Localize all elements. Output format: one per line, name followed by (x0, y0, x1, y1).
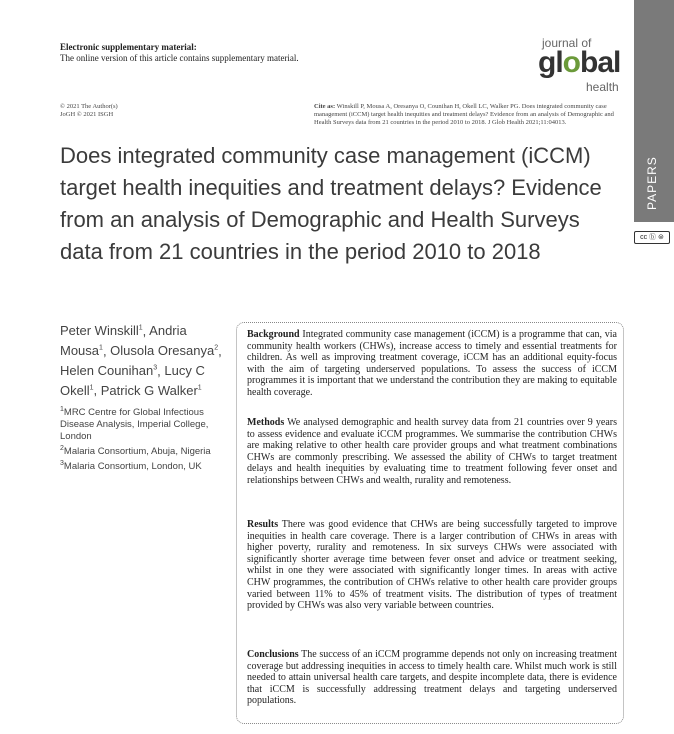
article-title: Does integrated community case management (iCCM) target health inequities and treatment delays? Evidence from an analysis of Demographic and Health Surveys data from 21 countries in the period 2010 to 2018 (60, 143, 602, 264)
author: Peter Winskill$^1$ (60, 323, 143, 339)
citation-text: Winskill P, Mousa A, Oresanya O, Counihan H, Okell LC, Walker PG. Does integrated community case management (iCCM) target health inequities and treatment delays? Evidence from an analysis of Demographic and Health Surveys data from 21 countries in the period 2010 to 2018. J Glob Health 2021;11:04013. (314, 103, 614, 126)
logo-line-health: health (586, 80, 619, 94)
license-badge[interactable]: cc ⓑ ⊜ (634, 231, 670, 244)
abstract-methods: Methods We analysed demographic and health survey data from 21 countries over 9 years to assess evidence and evaluate iCCM programmes. We summarise the contribution CHWs are making relative to other health care provider groups and what treatment combinations CHWs are commonly prescribing. We assessed the ability of CHWs to target treatment delays and health inequities by evaluating time to treatment following fever onset and relationships between CHWs and wealth, rurality and remoteness. (247, 417, 617, 486)
author: Helen Counihan$^3$ (60, 362, 158, 378)
supplementary-text: The online version of this article contains supplementary material. (60, 53, 299, 63)
citation-label: Cite as: (314, 103, 336, 110)
section-tab (634, 0, 674, 222)
journal-logo (538, 36, 628, 92)
copyright-line-2: JoGH © 2021 ISGH (60, 111, 114, 118)
supplementary-label: Electronic supplementary material: (60, 42, 197, 52)
author: Olusola Oresanya$^2$ (110, 343, 219, 359)
author: Patrick G Walker$^1$ (100, 382, 202, 398)
section-tab-label: PAPERS (645, 156, 659, 210)
supplementary-note (60, 42, 299, 64)
abstract-results: Results There was good evidence that CHWs are being successfully targeted to improve inequities in health care coverage. There is a larger contribution of CHWs in areas with higher poverty, rurality and remoteness. In six surveys CHWs were associated with significantly shorter average time between fever onset and advice or treatment seeking, whilst in one they were associated with significantly longer times. In areas with active CHW programmes, the contribution of CHWs relative to other health care provider groups varied between 11% to 45% of treatment visits. The distribution of types of treatment provided by CHWs was also very variable between countries. (247, 519, 617, 612)
author: Lucy C Okell$^1$ (60, 362, 205, 398)
abstract-box (236, 322, 624, 724)
logo-line-journal-of: journal of (542, 36, 592, 50)
affiliation: $^3$Malaria Consortium, London, UK (60, 460, 202, 473)
affiliation-list (60, 404, 232, 473)
abstract-background: Background Integrated community case management (iCCM) is a programme that can, via community health workers (CHWs), increase access to timely and essential treatments for children. As well as improving treatment coverage, iCCM has an additional equity-focus with the aim of targeting underserved populations. To assess the success of iCCM programmes it is important that we understand the contribution they are making to equitable health coverage. (247, 329, 617, 398)
copyright (60, 103, 118, 119)
author-list: Peter Winskill$^1$, Andria Mousa$^1$, Olusola Oresanya$^2$, Helen Counihan$^3$, Lucy C Okell$^1$, Patrick G Walker$^1$ (60, 323, 222, 398)
affiliation: $^1$MRC Centre for Global Infectious Disease Analysis, Imperial College, London (60, 406, 209, 443)
author: Andria Mousa$^1$ (60, 323, 187, 359)
copyright-line-1: © 2021 The Author(s) (60, 103, 118, 110)
citation (314, 103, 626, 127)
affiliation: $^2$Malaria Consortium, Abuja, Nigeria (60, 445, 211, 458)
logo-line-global: global (538, 46, 621, 79)
abstract-conclusions: Conclusions The success of an iCCM programme depends not only on increasing treatment coverage but addressing inequities in access to timely health care. Whilst much work is still needed to attain universal health care targets, and despite incomplete data, there is evidence that iCCM is successfully addressing treatment delays and targeting underserved populations. (247, 649, 617, 707)
